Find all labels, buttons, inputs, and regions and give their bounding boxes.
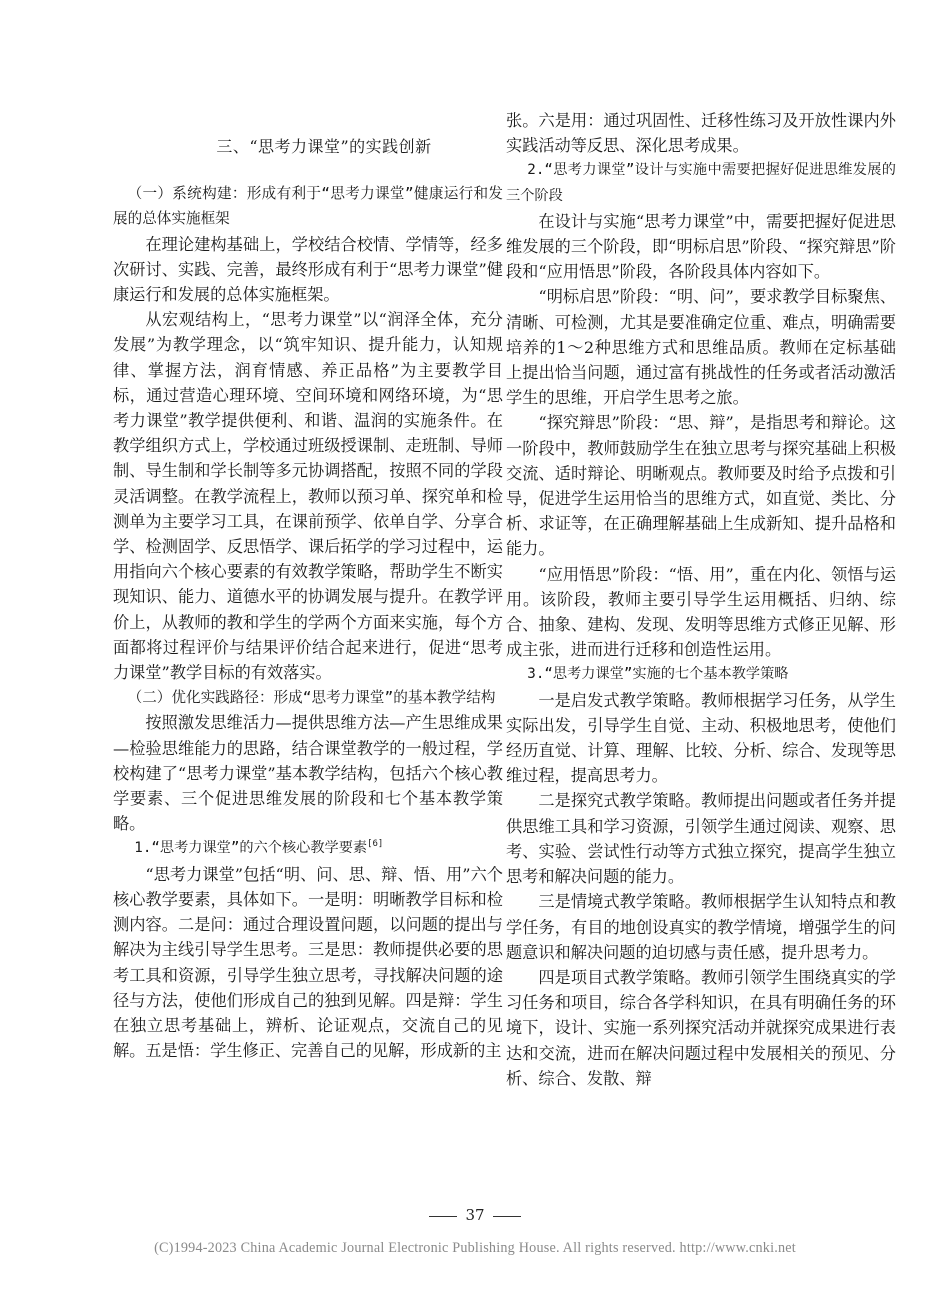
- paragraph: 三是情境式教学策略。教师根据学生认知特点和教学任务，有目的地创设真实的教学情境，增强学生的问题意识和解决问题的迫切感与责任感，提升思考力。: [506, 892, 896, 962]
- item-title-text: 1.“思考力课堂”的六个核心教学要素: [134, 840, 368, 857]
- item-title-3: 3.“思考力课堂”实施的七个基本教学策略: [527, 666, 789, 683]
- dash-right: [493, 1216, 521, 1217]
- paragraph: “探究辩思”阶段：“思、辩”，是指思考和辩论。这一阶段中，教师鼓励学生在独立思考与探究基础上积极交流、适时辩论、明晰观点。教师要及时给予点拨和引导，促进学生运用恰当的思维方式，如直觉、类比、分析、求证等，在正确理解基础上生成新知、提升品格和能力。: [506, 413, 896, 559]
- left-column: [113, 108, 503, 1063]
- copyright-notice: (C)1994-2023 China Academic Journal Electronic Publishing House. All rights reserved. http://www.cnki.net: [154, 1240, 796, 1256]
- right-column: [506, 108, 896, 1091]
- paragraph: 在理论建构基础上，学校结合校情、学情等，经多次研讨、实践、完善，最终形成有利于“思考力课堂”健康运行和发展的总体实施框架。: [113, 234, 503, 305]
- reference-marker[interactable]: [6]: [367, 839, 384, 850]
- paragraph: 四是项目式教学策略。教师引领学生围绕真实的学习任务和项目，综合各学科知识，在具有明确任务的环境下，设计、实施一系列探究活动并就探究成果进行表达和交流，进而在解决问题过程中发展相关的预见、分析、综合、发散、辩: [506, 967, 896, 1088]
- page-number-text: 37: [465, 1206, 485, 1224]
- dash-left: [429, 1216, 457, 1217]
- page-number: [0, 1206, 950, 1224]
- item-title-1: [113, 836, 503, 861]
- paragraph: “思考力课堂”包括“明、问、思、辩、悟、用”六个核心教学要素，具体如下。一是明：明晰教学目标和检测内容。二是问：通过合理设置问题，以问题的提出与解决为主线引导学生思考。三是思：教师提供必要的思考工具和资源，引导学生独立思考，寻找解决问题的途径与方法，使他们形成自己的独到见解。四是辩：学生在独立思考基础上，辨析、论证观点，交流自己的见解。五是悟：学生修正、完善自己的见解，形成新的主: [113, 864, 503, 1061]
- item-title-2: 2.“思考力课堂”设计与实施中需要把握好促进思维发展的三个阶段: [506, 162, 896, 204]
- subsection-title-2: （二）优化实践路径：形成“思考力课堂”的基本教学结构: [127, 689, 496, 707]
- paragraph: “明标启思”阶段：“明、问”，要求教学目标聚焦、清晰、可检测，尤其是要准确定位重、难点，明确需要培养的1～2种思维方式和思维品质。教师在定标基础上提出恰当问题，通过富有挑战性的任务或者活动激活学生的思维，开启学生思考之旅。: [506, 287, 896, 408]
- paragraph: 一是启发式教学策略。教师根据学习任务，从学生实际出发，引导学生自觉、主动、积极地思考，使他们经历直觉、计算、理解、比较、分析、综合、发现等思维过程，提高思考力。: [506, 690, 896, 786]
- paragraph: 在设计与实施“思考力课堂”中，需要把握好促进思维发展的三个阶段，即“明标启思”阶段、“探究辩思”阶段和“应用悟思”阶段，各阶段具体内容如下。: [506, 211, 896, 282]
- paragraph: 二是探究式教学策略。教师提出问题或者任务并提供思维工具和学习资源，引领学生通过阅读、观察、思考、实验、尝试性行动等方式独立探究，提高学生独立思考和解决问题的能力。: [506, 791, 896, 887]
- paragraph-continued: 张。六是用：通过巩固性、迁移性练习及开放性课内外实践活动等反思、深化思考成果。: [506, 111, 896, 156]
- subsection-title-1: （一）系统构建：形成有利于“思考力课堂”健康运行和发展的总体实施框架: [113, 185, 503, 228]
- paragraph: 按照激发思维活力—提供思维方法—产生思维成果—检验思维能力的思路，结合课堂教学的一般过程，学校构建了“思考力课堂”基本教学结构，包括六个核心教学要素、三个促进思维发展的阶段和七个基本教学策略。: [113, 713, 503, 834]
- section-title: 三、“思考力课堂”的实践创新: [216, 137, 432, 156]
- paragraph: 从宏观结构上，“思考力课堂”以“润泽全体，充分发展”为教学理念，以“筑牢知识、提升能力，认知规律、掌握方法，润育情感、养正品格”为主要教学目标，通过营造心理环境、空间环境和网络环境，为“思考力课堂”教学提供便利、和谐、温润的实施条件。在教学组织方式上，学校通过班级授课制、走班制、导师制、导生制和学长制等多元协调搭配，按照不同的学段灵活调整。在教学流程上，教师以预习单、探究单和检测单为主要学习工具，在课前预学、依单自学、分享合学、检测固学、反思悟学、课后拓学的学习过程中，运用指向六个核心要素的有效教学策略，帮助学生不断实现知识、能力、道德水平的协调发展与提升。在教学评价上，从教师的教和学生的学两个方面来实施，每个方面都将过程评价与结果评价结合起来进行，促进“思考力课堂”教学目标的有效落实。: [113, 310, 503, 683]
- paragraph: “应用悟思”阶段：“悟、用”，重在内化、领悟与运用。该阶段，教师主要引导学生运用概括、归纳、综合、抽象、建构、发现、发明等思维方式修正见解、形成主张，进而进行迁移和创造性运用。: [506, 564, 896, 660]
